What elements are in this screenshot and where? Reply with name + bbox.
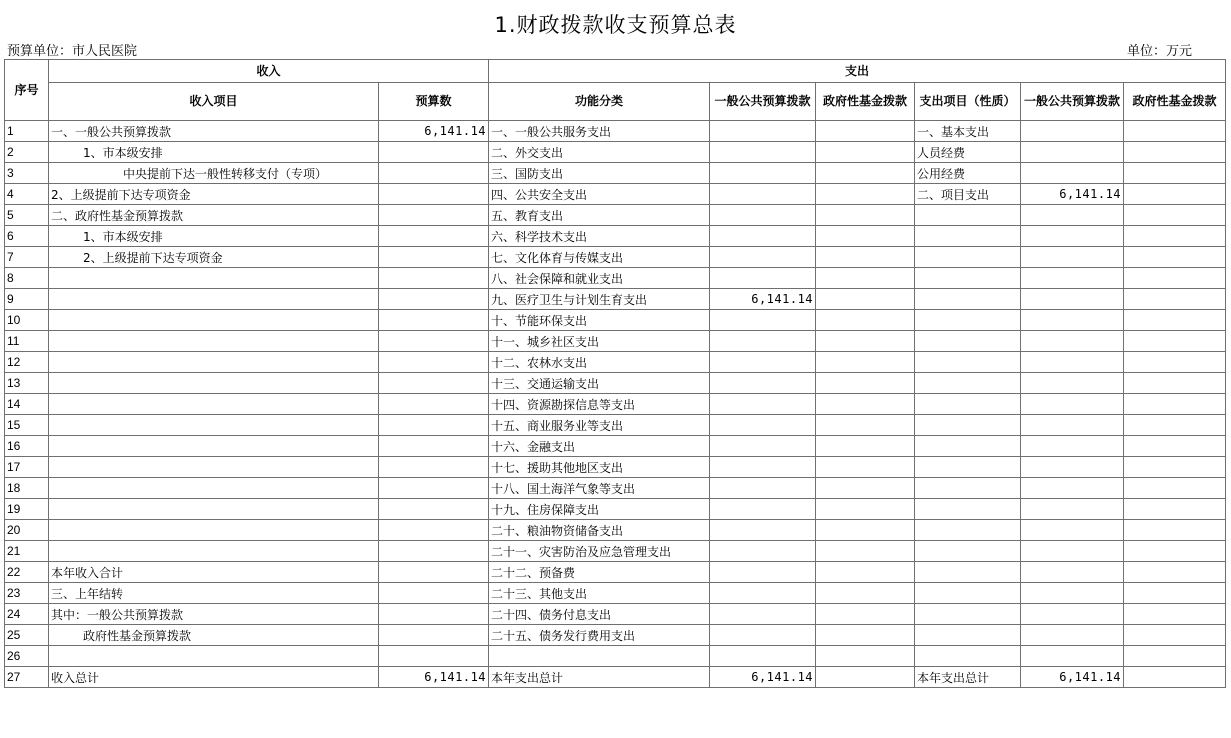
general-budget-2-cell <box>1021 499 1124 520</box>
seq-cell: 12 <box>5 352 49 373</box>
func-class-cell: 十二、农林水支出 <box>489 352 710 373</box>
income-item-cell <box>49 268 379 289</box>
gov-fund-2-cell <box>1124 163 1226 184</box>
budget-amount-cell <box>379 310 489 331</box>
header-income-group: 收入 <box>49 60 489 83</box>
seq-cell: 16 <box>5 436 49 457</box>
expense-item-cell <box>915 562 1021 583</box>
header-general-budget: 一般公共预算拨款 <box>710 83 816 121</box>
general-budget-2-cell <box>1021 331 1124 352</box>
general-budget-cell <box>710 415 816 436</box>
gov-fund-cell <box>816 499 915 520</box>
general-budget-2-cell <box>1021 289 1124 310</box>
budget-amount-cell <box>379 415 489 436</box>
func-class-cell <box>489 646 710 667</box>
general-budget-2-cell <box>1021 121 1124 142</box>
gov-fund-cell <box>816 352 915 373</box>
seq-cell: 6 <box>5 226 49 247</box>
func-class-cell: 六、科学技术支出 <box>489 226 710 247</box>
income-item-cell: 2、上级提前下达专项资金 <box>49 184 379 205</box>
gov-fund-2-cell <box>1124 457 1226 478</box>
table-row <box>5 646 1226 667</box>
gov-fund-cell <box>816 541 915 562</box>
expense-item-cell <box>915 247 1021 268</box>
header-budget-amount: 预算数 <box>379 83 489 121</box>
gov-fund-cell <box>816 394 915 415</box>
general-budget-2-cell <box>1021 373 1124 394</box>
table-body <box>5 121 1226 688</box>
general-budget-2-cell <box>1021 478 1124 499</box>
general-budget-2-cell <box>1021 352 1124 373</box>
general-budget-cell <box>710 373 816 394</box>
seq-cell: 4 <box>5 184 49 205</box>
general-budget-cell <box>710 646 816 667</box>
general-budget-cell <box>710 226 816 247</box>
table-row <box>5 352 1226 373</box>
seq-cell: 7 <box>5 247 49 268</box>
header-expense-group: 支出 <box>489 60 1226 83</box>
table-row <box>5 541 1226 562</box>
seq-cell: 23 <box>5 583 49 604</box>
func-class-cell: 二、外交支出 <box>489 142 710 163</box>
header-gov-fund-2: 政府性基金拨款 <box>1124 83 1226 121</box>
general-budget-2-cell <box>1021 226 1124 247</box>
budget-amount-cell <box>379 583 489 604</box>
gov-fund-2-cell <box>1124 268 1226 289</box>
budget-amount-cell <box>379 499 489 520</box>
table-row <box>5 226 1226 247</box>
seq-cell: 17 <box>5 457 49 478</box>
general-budget-cell <box>710 205 816 226</box>
general-budget-cell <box>710 247 816 268</box>
budget-amount-cell <box>379 226 489 247</box>
budget-amount-cell <box>379 604 489 625</box>
gov-fund-2-cell <box>1124 583 1226 604</box>
gov-fund-cell <box>816 520 915 541</box>
table-row <box>5 457 1226 478</box>
table-row <box>5 289 1226 310</box>
table-row <box>5 562 1226 583</box>
func-class-cell: 九、医疗卫生与计划生育支出 <box>489 289 710 310</box>
seq-cell: 20 <box>5 520 49 541</box>
expense-item-cell <box>915 394 1021 415</box>
budget-amount-cell <box>379 331 489 352</box>
expense-item-cell <box>915 373 1021 394</box>
table-row <box>5 394 1226 415</box>
header-income-item: 收入项目 <box>49 83 379 121</box>
func-class-cell: 十五、商业服务业等支出 <box>489 415 710 436</box>
income-item-cell: 二、政府性基金预算拨款 <box>49 205 379 226</box>
general-budget-cell <box>710 562 816 583</box>
expense-item-cell <box>915 289 1021 310</box>
general-budget-cell <box>710 121 816 142</box>
seq-cell: 1 <box>5 121 49 142</box>
income-item-cell <box>49 499 379 520</box>
gov-fund-2-cell <box>1124 415 1226 436</box>
seq-cell: 21 <box>5 541 49 562</box>
general-budget-cell <box>710 163 816 184</box>
expense-item-cell <box>915 205 1021 226</box>
general-budget-cell: 6,141.14 <box>710 289 816 310</box>
general-budget-cell <box>710 541 816 562</box>
header-gov-fund: 政府性基金拨款 <box>816 83 915 121</box>
income-item-cell: 本年收入合计 <box>49 562 379 583</box>
seq-cell: 26 <box>5 646 49 667</box>
seq-cell: 5 <box>5 205 49 226</box>
seq-cell: 24 <box>5 604 49 625</box>
budget-amount-cell <box>379 268 489 289</box>
general-budget-cell <box>710 331 816 352</box>
gov-fund-cell <box>816 184 915 205</box>
budget-amount-cell: 6,141.14 <box>379 121 489 142</box>
general-budget-2-cell <box>1021 436 1124 457</box>
func-class-cell: 二十三、其他支出 <box>489 583 710 604</box>
general-budget-cell <box>710 457 816 478</box>
seq-cell: 19 <box>5 499 49 520</box>
table-row <box>5 520 1226 541</box>
func-class-cell: 十六、金融支出 <box>489 436 710 457</box>
income-item-cell <box>49 394 379 415</box>
func-class-cell: 五、教育支出 <box>489 205 710 226</box>
gov-fund-cell <box>816 226 915 247</box>
general-budget-2-cell <box>1021 394 1124 415</box>
gov-fund-2-cell <box>1124 205 1226 226</box>
expense-item-cell <box>915 646 1021 667</box>
income-item-cell <box>49 541 379 562</box>
func-class-cell: 七、文化体育与传媒支出 <box>489 247 710 268</box>
budget-amount-cell <box>379 625 489 646</box>
expense-item-cell <box>915 541 1021 562</box>
gov-fund-2-cell <box>1124 562 1226 583</box>
gov-fund-2-cell <box>1124 625 1226 646</box>
budget-unit-label: 预算单位：市人民医院 <box>7 44 138 59</box>
currency-unit-label: 单位：万元 <box>1127 44 1193 59</box>
income-item-cell <box>49 520 379 541</box>
income-item-cell <box>49 331 379 352</box>
table-row <box>5 184 1226 205</box>
budget-amount-cell <box>379 457 489 478</box>
expense-item-cell <box>915 415 1021 436</box>
general-budget-cell <box>710 394 816 415</box>
income-item-cell <box>49 478 379 499</box>
expense-item-cell <box>915 583 1021 604</box>
expense-item-cell: 人员经费 <box>915 142 1021 163</box>
header-func-class: 功能分类 <box>489 83 710 121</box>
gov-fund-cell <box>816 415 915 436</box>
general-budget-2-cell <box>1021 625 1124 646</box>
gov-fund-cell <box>816 142 915 163</box>
budget-amount-cell <box>379 541 489 562</box>
gov-fund-2-cell <box>1124 121 1226 142</box>
general-budget-2-cell <box>1021 604 1124 625</box>
func-class-cell: 八、社会保障和就业支出 <box>489 268 710 289</box>
income-item-cell: 收入总计 <box>49 667 379 688</box>
gov-fund-2-cell <box>1124 667 1226 688</box>
gov-fund-2-cell <box>1124 646 1226 667</box>
table-row <box>5 415 1226 436</box>
func-class-cell: 二十四、债务付息支出 <box>489 604 710 625</box>
gov-fund-cell <box>816 310 915 331</box>
general-budget-2-cell <box>1021 142 1124 163</box>
income-item-cell: 1、市本级安排 <box>49 142 379 163</box>
func-class-cell: 十四、资源勘探信息等支出 <box>489 394 710 415</box>
gov-fund-2-cell <box>1124 499 1226 520</box>
gov-fund-2-cell <box>1124 352 1226 373</box>
gov-fund-cell <box>816 478 915 499</box>
gov-fund-2-cell <box>1124 310 1226 331</box>
table-row <box>5 625 1226 646</box>
func-class-cell: 四、公共安全支出 <box>489 184 710 205</box>
budget-amount-cell <box>379 205 489 226</box>
gov-fund-cell <box>816 625 915 646</box>
func-class-cell: 十、节能环保支出 <box>489 310 710 331</box>
expense-item-cell: 二、项目支出 <box>915 184 1021 205</box>
gov-fund-cell <box>816 604 915 625</box>
general-budget-2-cell <box>1021 310 1124 331</box>
func-class-cell: 二十二、预备费 <box>489 562 710 583</box>
func-class-cell: 十八、国土海洋气象等支出 <box>489 478 710 499</box>
general-budget-2-cell <box>1021 562 1124 583</box>
gov-fund-cell <box>816 583 915 604</box>
gov-fund-cell <box>816 667 915 688</box>
table-row <box>5 121 1226 142</box>
income-item-cell: 1、市本级安排 <box>49 226 379 247</box>
gov-fund-2-cell <box>1124 247 1226 268</box>
expense-item-cell <box>915 226 1021 247</box>
gov-fund-cell <box>816 457 915 478</box>
gov-fund-cell <box>816 247 915 268</box>
gov-fund-cell <box>816 205 915 226</box>
general-budget-cell <box>710 436 816 457</box>
table-row <box>5 583 1226 604</box>
gov-fund-2-cell <box>1124 142 1226 163</box>
expense-item-cell: 公用经费 <box>915 163 1021 184</box>
budget-amount-cell <box>379 520 489 541</box>
seq-cell: 9 <box>5 289 49 310</box>
table-row <box>5 499 1226 520</box>
seq-cell: 18 <box>5 478 49 499</box>
budget-amount-cell <box>379 247 489 268</box>
general-budget-2-cell <box>1021 268 1124 289</box>
general-budget-cell <box>710 352 816 373</box>
income-item-cell <box>49 289 379 310</box>
func-class-cell: 十三、交通运输支出 <box>489 373 710 394</box>
general-budget-cell: 6,141.14 <box>710 667 816 688</box>
income-item-cell <box>49 646 379 667</box>
income-item-cell <box>49 352 379 373</box>
general-budget-cell <box>710 583 816 604</box>
table-row <box>5 247 1226 268</box>
table-row <box>5 310 1226 331</box>
budget-amount-cell <box>379 562 489 583</box>
func-class-cell: 十九、住房保障支出 <box>489 499 710 520</box>
seq-cell: 14 <box>5 394 49 415</box>
gov-fund-cell <box>816 121 915 142</box>
gov-fund-cell <box>816 436 915 457</box>
func-class-cell: 二十一、灾害防治及应急管理支出 <box>489 541 710 562</box>
income-item-cell: 其中：一般公共预算拨款 <box>49 604 379 625</box>
table-row <box>5 205 1226 226</box>
table-row <box>5 478 1226 499</box>
general-budget-2-cell <box>1021 583 1124 604</box>
budget-amount-cell <box>379 478 489 499</box>
gov-fund-2-cell <box>1124 436 1226 457</box>
header-expense-item: 支出项目（性质） <box>915 83 1021 121</box>
gov-fund-cell <box>816 289 915 310</box>
general-budget-cell <box>710 499 816 520</box>
func-class-cell: 三、国防支出 <box>489 163 710 184</box>
general-budget-cell <box>710 184 816 205</box>
gov-fund-2-cell <box>1124 373 1226 394</box>
func-class-cell: 二十、粮油物资储备支出 <box>489 520 710 541</box>
seq-cell: 13 <box>5 373 49 394</box>
seq-cell: 25 <box>5 625 49 646</box>
general-budget-cell <box>710 520 816 541</box>
expense-item-cell <box>915 352 1021 373</box>
expense-item-cell: 本年支出总计 <box>915 667 1021 688</box>
budget-table <box>4 59 1226 688</box>
seq-cell: 11 <box>5 331 49 352</box>
gov-fund-cell <box>816 373 915 394</box>
seq-cell: 8 <box>5 268 49 289</box>
income-item-cell: 一、一般公共预算拨款 <box>49 121 379 142</box>
general-budget-2-cell <box>1021 457 1124 478</box>
expense-item-cell <box>915 331 1021 352</box>
gov-fund-2-cell <box>1124 394 1226 415</box>
gov-fund-2-cell <box>1124 184 1226 205</box>
seq-cell: 2 <box>5 142 49 163</box>
expense-item-cell: 一、基本支出 <box>915 121 1021 142</box>
budget-amount-cell <box>379 352 489 373</box>
expense-item-cell <box>915 478 1021 499</box>
general-budget-cell <box>710 604 816 625</box>
general-budget-cell <box>710 625 816 646</box>
general-budget-cell <box>710 478 816 499</box>
budget-amount-cell <box>379 646 489 667</box>
income-item-cell: 2、上级提前下达专项资金 <box>49 247 379 268</box>
budget-amount-cell <box>379 436 489 457</box>
func-class-cell: 本年支出总计 <box>489 667 710 688</box>
general-budget-2-cell <box>1021 247 1124 268</box>
income-item-cell: 三、上年结转 <box>49 583 379 604</box>
func-class-cell: 十一、城乡社区支出 <box>489 331 710 352</box>
income-item-cell <box>49 310 379 331</box>
gov-fund-cell <box>816 646 915 667</box>
income-item-cell: 政府性基金预算拨款 <box>49 625 379 646</box>
general-budget-2-cell <box>1021 541 1124 562</box>
gov-fund-2-cell <box>1124 226 1226 247</box>
func-class-cell: 十七、援助其他地区支出 <box>489 457 710 478</box>
income-item-cell <box>49 373 379 394</box>
expense-item-cell <box>915 436 1021 457</box>
budget-amount-cell: 6,141.14 <box>379 667 489 688</box>
expense-item-cell <box>915 520 1021 541</box>
general-budget-2-cell <box>1021 205 1124 226</box>
general-budget-2-cell <box>1021 646 1124 667</box>
general-budget-2-cell <box>1021 415 1124 436</box>
budget-amount-cell <box>379 163 489 184</box>
budget-amount-cell <box>379 142 489 163</box>
gov-fund-cell <box>816 163 915 184</box>
general-budget-cell <box>710 268 816 289</box>
general-budget-2-cell: 6,141.14 <box>1021 184 1124 205</box>
table-row <box>5 436 1226 457</box>
gov-fund-2-cell <box>1124 604 1226 625</box>
table-row <box>5 331 1226 352</box>
seq-cell: 22 <box>5 562 49 583</box>
general-budget-2-cell <box>1021 520 1124 541</box>
header-seq: 序号 <box>5 60 49 121</box>
budget-amount-cell <box>379 394 489 415</box>
gov-fund-2-cell <box>1124 520 1226 541</box>
gov-fund-2-cell <box>1124 331 1226 352</box>
budget-amount-cell <box>379 289 489 310</box>
gov-fund-cell <box>816 562 915 583</box>
expense-item-cell <box>915 625 1021 646</box>
income-item-cell: 中央提前下达一般性转移支付（专项） <box>49 163 379 184</box>
seq-cell: 3 <box>5 163 49 184</box>
gov-fund-2-cell <box>1124 478 1226 499</box>
general-budget-cell <box>710 142 816 163</box>
expense-item-cell <box>915 268 1021 289</box>
page-title: 1.财政拨款收支预算总表 <box>494 13 737 37</box>
table-row <box>5 268 1226 289</box>
expense-item-cell <box>915 310 1021 331</box>
gov-fund-2-cell <box>1124 289 1226 310</box>
func-class-cell: 二十五、债务发行费用支出 <box>489 625 710 646</box>
table-row <box>5 667 1226 688</box>
income-item-cell <box>49 436 379 457</box>
table-row <box>5 604 1226 625</box>
general-budget-2-cell: 6,141.14 <box>1021 667 1124 688</box>
gov-fund-2-cell <box>1124 541 1226 562</box>
seq-cell: 15 <box>5 415 49 436</box>
gov-fund-cell <box>816 268 915 289</box>
general-budget-2-cell <box>1021 163 1124 184</box>
general-budget-cell <box>710 310 816 331</box>
expense-item-cell <box>915 604 1021 625</box>
budget-amount-cell <box>379 373 489 394</box>
func-class-cell: 一、一般公共服务支出 <box>489 121 710 142</box>
income-item-cell <box>49 457 379 478</box>
seq-cell: 27 <box>5 667 49 688</box>
table-row <box>5 163 1226 184</box>
income-item-cell <box>49 415 379 436</box>
table-row <box>5 142 1226 163</box>
budget-amount-cell <box>379 184 489 205</box>
gov-fund-cell <box>816 331 915 352</box>
expense-item-cell <box>915 499 1021 520</box>
header-general-budget-2: 一般公共预算拨款 <box>1021 83 1124 121</box>
table-row <box>5 373 1226 394</box>
expense-item-cell <box>915 457 1021 478</box>
seq-cell: 10 <box>5 310 49 331</box>
